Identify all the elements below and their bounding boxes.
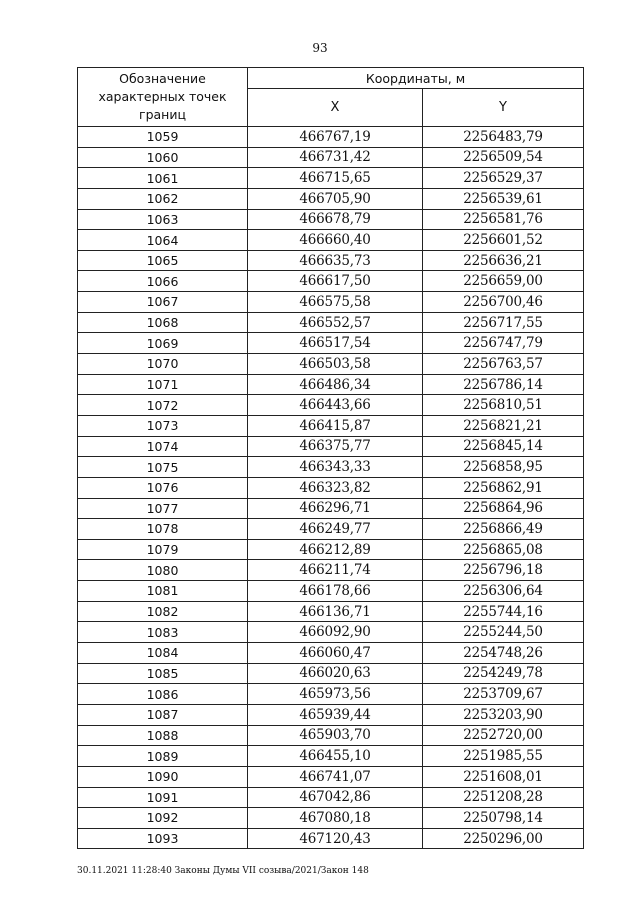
table-row <box>78 808 584 829</box>
cell-x: 466415,87 <box>248 415 423 436</box>
cell-point-id: 1088 <box>78 725 248 746</box>
footer-stamp: 30.11.2021 11:28:40 Законы Думы VII созыва/2021/Закон 148 <box>77 866 369 876</box>
cell-y: 2256539,61 <box>423 188 584 209</box>
cell-x: 466678,79 <box>248 209 423 230</box>
cell-y: 2256601,52 <box>423 230 584 251</box>
cell-point-id: 1062 <box>78 188 248 209</box>
cell-y: 2256581,76 <box>423 209 584 230</box>
cell-point-id: 1061 <box>78 168 248 189</box>
table-row <box>78 250 584 271</box>
header-x-label: X <box>248 89 423 127</box>
cell-y: 2251208,28 <box>423 787 584 808</box>
cell-y: 2252720,00 <box>423 725 584 746</box>
cell-x: 466517,54 <box>248 333 423 354</box>
table-row <box>78 147 584 168</box>
cell-point-id: 1063 <box>78 209 248 230</box>
cell-point-id: 1089 <box>78 746 248 767</box>
cell-y: 2256821,21 <box>423 415 584 436</box>
cell-point-id: 1075 <box>78 457 248 478</box>
table-row <box>78 539 584 560</box>
cell-x: 466211,74 <box>248 560 423 581</box>
cell-point-id: 1078 <box>78 519 248 540</box>
table-row <box>78 560 584 581</box>
table-row <box>78 312 584 333</box>
cell-x: 466249,77 <box>248 519 423 540</box>
table-row <box>78 601 584 622</box>
header-coords-label: Координаты, м <box>248 68 584 89</box>
cell-y: 2253709,67 <box>423 684 584 705</box>
cell-x: 465903,70 <box>248 725 423 746</box>
cell-y: 2255744,16 <box>423 601 584 622</box>
cell-y: 2255244,50 <box>423 622 584 643</box>
cell-y: 2256509,54 <box>423 147 584 168</box>
table-row <box>78 209 584 230</box>
cell-x: 466741,07 <box>248 766 423 787</box>
table-row <box>78 457 584 478</box>
cell-point-id: 1060 <box>78 147 248 168</box>
table-row <box>78 787 584 808</box>
cell-point-id: 1070 <box>78 354 248 375</box>
cell-point-id: 1079 <box>78 539 248 560</box>
cell-point-id: 1059 <box>78 127 248 148</box>
cell-point-id: 1084 <box>78 643 248 664</box>
cell-y: 2256483,79 <box>423 127 584 148</box>
cell-point-id: 1068 <box>78 312 248 333</box>
cell-y: 2256845,14 <box>423 436 584 457</box>
cell-y: 2256858,95 <box>423 457 584 478</box>
cell-x: 466575,58 <box>248 292 423 313</box>
cell-point-id: 1073 <box>78 415 248 436</box>
cell-y: 2250296,00 <box>423 828 584 849</box>
table-row <box>78 663 584 684</box>
table-row <box>78 127 584 148</box>
cell-x: 466715,65 <box>248 168 423 189</box>
cell-point-id: 1069 <box>78 333 248 354</box>
cell-y: 2256865,08 <box>423 539 584 560</box>
cell-point-id: 1087 <box>78 704 248 725</box>
cell-x: 466705,90 <box>248 188 423 209</box>
cell-y: 2254249,78 <box>423 663 584 684</box>
cell-x: 466635,73 <box>248 250 423 271</box>
cell-x: 466296,71 <box>248 498 423 519</box>
cell-x: 466617,50 <box>248 271 423 292</box>
cell-y: 2251608,01 <box>423 766 584 787</box>
cell-x: 466455,10 <box>248 746 423 767</box>
cell-point-id: 1076 <box>78 477 248 498</box>
cell-point-id: 1091 <box>78 787 248 808</box>
cell-y: 2254748,26 <box>423 643 584 664</box>
cell-x: 465939,44 <box>248 704 423 725</box>
table-row <box>78 725 584 746</box>
table-row <box>78 188 584 209</box>
cell-x: 466660,40 <box>248 230 423 251</box>
table-row <box>78 704 584 725</box>
table-row <box>78 395 584 416</box>
table-row <box>78 354 584 375</box>
cell-y: 2256862,91 <box>423 477 584 498</box>
table-row <box>78 415 584 436</box>
cell-x: 467120,43 <box>248 828 423 849</box>
cell-y: 2256659,00 <box>423 271 584 292</box>
header-point-label: Обозначение характерных точек границ <box>78 68 248 127</box>
cell-x: 467042,86 <box>248 787 423 808</box>
cell-point-id: 1066 <box>78 271 248 292</box>
cell-x: 466503,58 <box>248 354 423 375</box>
cell-y: 2256700,46 <box>423 292 584 313</box>
header-y-label: Y <box>423 89 584 127</box>
cell-point-id: 1092 <box>78 808 248 829</box>
cell-y: 2251985,55 <box>423 746 584 767</box>
cell-point-id: 1072 <box>78 395 248 416</box>
page-number: 93 <box>312 41 328 55</box>
cell-point-id: 1077 <box>78 498 248 519</box>
cell-point-id: 1090 <box>78 766 248 787</box>
table-row <box>78 230 584 251</box>
cell-x: 466343,33 <box>248 457 423 478</box>
table-row <box>78 168 584 189</box>
cell-point-id: 1071 <box>78 374 248 395</box>
table-body <box>78 127 584 849</box>
cell-x: 466092,90 <box>248 622 423 643</box>
cell-x: 466443,66 <box>248 395 423 416</box>
cell-x: 466020,63 <box>248 663 423 684</box>
cell-point-id: 1067 <box>78 292 248 313</box>
table-row <box>78 581 584 602</box>
cell-point-id: 1065 <box>78 250 248 271</box>
cell-y: 2256763,57 <box>423 354 584 375</box>
cell-y: 2253203,90 <box>423 704 584 725</box>
table-row <box>78 374 584 395</box>
table-row <box>78 643 584 664</box>
table-row <box>78 684 584 705</box>
cell-y: 2256786,14 <box>423 374 584 395</box>
cell-x: 466212,89 <box>248 539 423 560</box>
table-row <box>78 519 584 540</box>
table-row <box>78 436 584 457</box>
cell-point-id: 1082 <box>78 601 248 622</box>
cell-point-id: 1085 <box>78 663 248 684</box>
cell-point-id: 1086 <box>78 684 248 705</box>
cell-x: 467080,18 <box>248 808 423 829</box>
table-row <box>78 292 584 313</box>
cell-x: 466323,82 <box>248 477 423 498</box>
cell-x: 466136,71 <box>248 601 423 622</box>
cell-y: 2256636,21 <box>423 250 584 271</box>
cell-point-id: 1093 <box>78 828 248 849</box>
table-row <box>78 498 584 519</box>
cell-y: 2256529,37 <box>423 168 584 189</box>
cell-x: 466060,47 <box>248 643 423 664</box>
cell-y: 2256864,96 <box>423 498 584 519</box>
table-row <box>78 746 584 767</box>
cell-x: 466767,19 <box>248 127 423 148</box>
table-row <box>78 477 584 498</box>
table-row <box>78 622 584 643</box>
table-row <box>78 766 584 787</box>
cell-x: 465973,56 <box>248 684 423 705</box>
cell-y: 2256810,51 <box>423 395 584 416</box>
table-row <box>78 333 584 354</box>
cell-point-id: 1080 <box>78 560 248 581</box>
cell-point-id: 1074 <box>78 436 248 457</box>
cell-y: 2256866,49 <box>423 519 584 540</box>
cell-point-id: 1083 <box>78 622 248 643</box>
cell-y: 2256717,55 <box>423 312 584 333</box>
cell-x: 466178,66 <box>248 581 423 602</box>
cell-y: 2250798,14 <box>423 808 584 829</box>
cell-x: 466375,77 <box>248 436 423 457</box>
cell-x: 466486,34 <box>248 374 423 395</box>
table-header <box>78 68 584 127</box>
table-row <box>78 828 584 849</box>
cell-x: 466552,57 <box>248 312 423 333</box>
coordinates-table <box>77 67 584 849</box>
cell-point-id: 1081 <box>78 581 248 602</box>
cell-y: 2256306,64 <box>423 581 584 602</box>
cell-y: 2256796,18 <box>423 560 584 581</box>
cell-x: 466731,42 <box>248 147 423 168</box>
cell-point-id: 1064 <box>78 230 248 251</box>
cell-y: 2256747,79 <box>423 333 584 354</box>
table-row <box>78 271 584 292</box>
